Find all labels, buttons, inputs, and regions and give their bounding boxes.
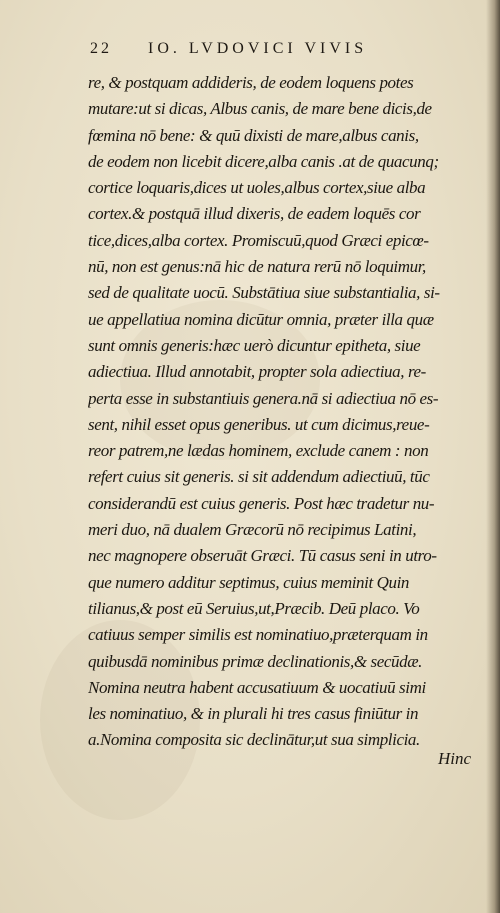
text-line: quibusdā nominibus primæ declinationis,& secūdæ.: [88, 651, 423, 671]
text-line: sunt omnis generis:hæc uerò dicuntur epitheta, siue: [88, 335, 421, 355]
text-line: ue appellatiua nomina dicūtur omnia, præter illa quæ: [88, 309, 434, 329]
text-line: les nominatiuo, & in plurali hi tres casus finiūtur in: [88, 704, 419, 724]
text-line: nec magnopere obseruāt Græci. Tū casus seni in utro-: [88, 546, 437, 566]
page-header: [90, 40, 480, 64]
text-line: refert cuius sit generis. si sit addendum adiectiuū, tūc: [88, 467, 430, 487]
text-line: a.Nomina composita sic declinātur,ut sua simplicia.: [88, 730, 420, 750]
book-binding-shadow: [486, 0, 500, 913]
catchword: Hinc: [438, 749, 472, 768]
text-line: Nomina neutra habent accusatiuum & uocatiuū simi: [88, 677, 426, 697]
text-line: perta esse in substantiuis genera.nā si adiectiua nō es-: [88, 388, 439, 408]
text-line: nū, non est genus:nā hic de natura rerū nō loquimur,: [88, 257, 426, 277]
text-line: meri duo, nā dualem Græcorū nō recipimus Latini,: [88, 520, 417, 540]
text-line: catiuus semper similis est nominatiuo,præterquam in: [88, 625, 428, 645]
text-line: reor patrem,ne lædas hominem, exclude canem : non: [88, 441, 429, 461]
running-head: IO. LVDOVICI VIVIS: [148, 40, 368, 57]
text-line: adiectiua. Illud annotabit, propter sola adiectiua, re-: [88, 362, 426, 382]
text-line: cortice loquaris,dices ut uoles,albus cortex,siue alba: [88, 178, 426, 198]
text-line: re, & postquam addideris, de eodem loquens potes: [88, 73, 414, 92]
text-line: sed de qualitate uocū. Substātiua siue substantialia, si-: [88, 283, 440, 303]
text-line: que numero additur septimus, cuius meminit Quin: [88, 572, 410, 592]
text-line: considerandū est cuius generis. Post hæc tradetur nu-: [88, 493, 435, 513]
page-number: 22: [90, 40, 112, 57]
text-line: fœmina nō bene: & quū dixisti de mare,albus canis,: [88, 125, 419, 145]
text-line: sent, nihil esset opus generibus. ut cum dicimus,reue-: [88, 414, 430, 434]
text-line: de eodem non licebit dicere,alba canis .at de quacunq;: [88, 151, 439, 171]
text-line: tilianus,& post eū Seruius,ut,Præcib. Deū placo. Vo: [88, 598, 420, 618]
text-line: cortex.& postquā illud dixeris, de eadem loquēs cor: [88, 204, 421, 224]
body-text: [88, 70, 478, 754]
text-line: mutare:ut si dicas, Albus canis, de mare bene dicis,de: [88, 99, 432, 119]
text-line: tice,dices,alba cortex. Promiscuū,quod Græci epicœ-: [88, 230, 429, 250]
